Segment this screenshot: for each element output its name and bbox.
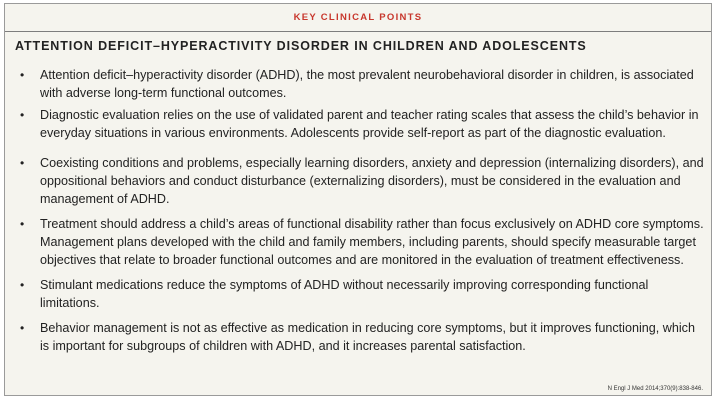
bullet-text: Attention deficit–hyperactivity disorder (ADHD), the most prevalent neurobehavioral disorder in children, is associated with adverse long-term functional outcomes.	[40, 68, 694, 100]
box-header: KEY CLINICAL POINTS	[5, 4, 711, 32]
bullet-dot-icon: •	[20, 321, 25, 335]
bullet-dot-icon: •	[20, 108, 25, 122]
bullet-text: Treatment should address a child’s areas of functional disability rather than focus exclusively on ADHD core symptoms. Management plans developed with the child and family members, including parents, should specify measurable target objectives that relate to broader functional outcomes and are monitored in the evaluation of treatment effectiveness.	[40, 217, 704, 267]
section-title: ATTENTION DEFICIT–HYPERACTIVITY DISORDER IN CHILDREN AND ADOLESCENTS	[15, 39, 587, 53]
bullet-dot-icon: •	[20, 68, 25, 82]
bullet-dot-icon: •	[20, 278, 25, 292]
bullet-text: Behavior management is not as effective as medication in reducing core symptoms, but it improves functioning, which is important for subgroups of children with ADHD, and it increases parental satisfaction.	[40, 321, 695, 353]
bullet-item	[5, 66, 711, 102]
key-clinical-points-box	[4, 3, 712, 396]
bullet-item	[5, 154, 711, 208]
bullet-list	[5, 66, 711, 355]
bullet-item	[5, 106, 711, 142]
bullet-item	[5, 319, 711, 355]
bullet-dot-icon: •	[20, 156, 25, 170]
journal-citation: N Engl J Med 2014;370(9):838-846.	[607, 386, 703, 392]
bullet-dot-icon: •	[20, 217, 25, 231]
bullet-text: Diagnostic evaluation relies on the use of validated parent and teacher rating scales that assess the child’s behavior in everyday situations in various environments. Adolescents provide self-report as part of the diagnostic evaluation.	[40, 108, 699, 140]
bullet-item	[5, 276, 711, 312]
bullet-text: Coexisting conditions and problems, especially learning disorders, anxiety and depression (internalizing disorders), and oppositional behaviors and conduct disturbance (externalizing disorders), must be considered in the evaluation and management of ADHD.	[40, 156, 704, 206]
bullet-text: Stimulant medications reduce the symptoms of ADHD without necessarily improving corresponding functional limitations.	[40, 278, 649, 310]
bullet-item	[5, 215, 711, 269]
